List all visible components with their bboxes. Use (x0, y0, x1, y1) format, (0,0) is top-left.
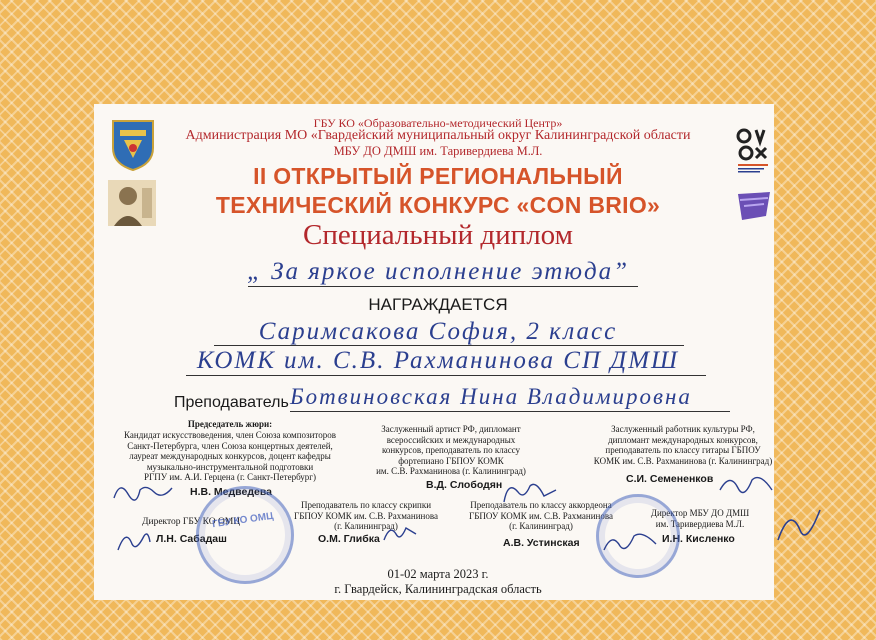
jury-member-2-description (376, 424, 526, 477)
director-1-name: Л.Н. Сабадаш (156, 533, 227, 545)
violin-teacher-desc-line: (г. Калининград) (334, 521, 398, 531)
director-2-label-line: им. Таривердиева М.Л. (655, 518, 745, 529)
recipient-school: КОМК им. С.В. Рахманинова СП ДМШ (196, 347, 680, 374)
org-line-3: МБУ ДО ДМШ им. Таривердиева М.Л. (333, 144, 543, 158)
violin-teacher-desc-line: Преподаватель по классу скрипки (300, 500, 432, 510)
jury-chair-desc-line: Кандидат искусствоведения, член Союза композиторов (124, 430, 336, 440)
director-2-name: И.Н. Кисленко (662, 533, 735, 545)
teacher-label: Преподаватель (174, 394, 289, 411)
jury-member-3-desc-line: КОМК им. С.В. Рахманинова (г. Калининград) (593, 455, 773, 466)
contest-title-line-2: ТЕХНИЧЕСКИЙ КОНКУРС «CON BRIO» (215, 192, 661, 218)
signature-member-3 (716, 470, 776, 504)
signature-extra (770, 500, 830, 550)
teacher-name: Ботвиновская Нина Владимировна (290, 384, 692, 409)
awarded-label: НАГРАЖДАЕТСЯ (368, 295, 508, 314)
jury-member-2-desc-line: им. С.В. Рахманинова (г. Калининград) (376, 466, 526, 476)
jury-chair-desc-line: лауреат международных конкурсов, доцент кафедры (129, 451, 331, 461)
accordion-teacher-desc-line: (г. Калининград) (509, 521, 573, 531)
diploma-subtitle: Специальный диплом (303, 219, 573, 251)
jury-member-2-desc-line: Заслуженный артист РФ, дипломант (381, 424, 521, 434)
accordion-teacher-name: А.В. Устинская (503, 537, 580, 549)
jury-chair-description (110, 430, 350, 483)
jury-chair-desc-line: музыкально-инструментальной подготовки (146, 461, 314, 472)
signature-violin (380, 520, 420, 546)
jury-chair-desc-line: РГПУ им. А.И. Герцена (г. Санкт-Петербург) (144, 472, 316, 482)
school-underline (186, 375, 706, 376)
jury-member-2-desc-line: всероссийских и международных (386, 434, 516, 445)
org-line-1: ГБУ КО «Образовательно-методический Центр» (313, 116, 563, 130)
accordion-teacher-desc-line: ГБПОУ КОМК им. С.В. Рахманинова (469, 510, 613, 521)
nomination-underline (248, 286, 638, 287)
jury-chair-desc-line: Санкт-Петербурга, член Союза концертных деятелей, (127, 440, 333, 451)
jury-chair-name: Н.В. Медведева (190, 486, 272, 498)
recipient-name: Саримсакова София, 2 класс (258, 318, 618, 345)
accordion-teacher-desc-line: Преподаватель по классу аккордеона (470, 500, 612, 510)
jury-member-3-desc-line: дипломант международных конкурсов, (608, 434, 758, 445)
jury-chair-heading: Председатель жюри: (187, 419, 273, 429)
violin-teacher-description (286, 500, 446, 532)
nomination-text: „ За яркое исполнение этюда” (246, 258, 630, 285)
jury-member-3-desc-line: преподаватель по классу гитары ГБПОУ (605, 445, 761, 455)
jury-member-3-description (588, 424, 778, 466)
jury-member-2-name: В.Д. Слободян (426, 479, 503, 491)
event-date: 01-02 марта 2023 г. (387, 567, 489, 581)
violin-teacher-name: О.М. Глибка (318, 533, 380, 545)
signature-director-2 (600, 528, 660, 556)
teacher-underline (290, 411, 730, 412)
jury-member-3-desc-line: Заслуженный работник культуры РФ, (611, 424, 755, 434)
signature-member-2 (500, 478, 560, 508)
omc-stamp-text: ГБУ КО ОМЦ (211, 510, 275, 531)
director-1-label: Директор ГБУ КО ОМЦ (142, 517, 241, 527)
signature-director-1 (114, 526, 154, 556)
org-line-2: Администрация МО «Гвардейский муниципальный округ Калининградской области (185, 128, 691, 143)
violin-teacher-desc-line: ГБПОУ КОМК им. С.В. Рахманинова (294, 510, 438, 521)
signature-chair (110, 476, 180, 506)
jury-member-2-desc-line: фортепиано ГБПОУ КОМК (398, 455, 504, 466)
jury-member-2-desc-line: конкурсов, преподаватель по классу (381, 445, 521, 455)
recipient-underline (214, 345, 684, 346)
contest-title-line-1: II ОТКРЫТЫЙ РЕГИОНАЛЬНЫЙ (253, 163, 623, 189)
event-city: г. Гвардейск, Калининградская область (334, 582, 542, 596)
jury-member-3-name: С.И. Семененков (626, 473, 714, 485)
director-2-label-line: Директор МБУ ДО ДМШ (650, 508, 750, 518)
